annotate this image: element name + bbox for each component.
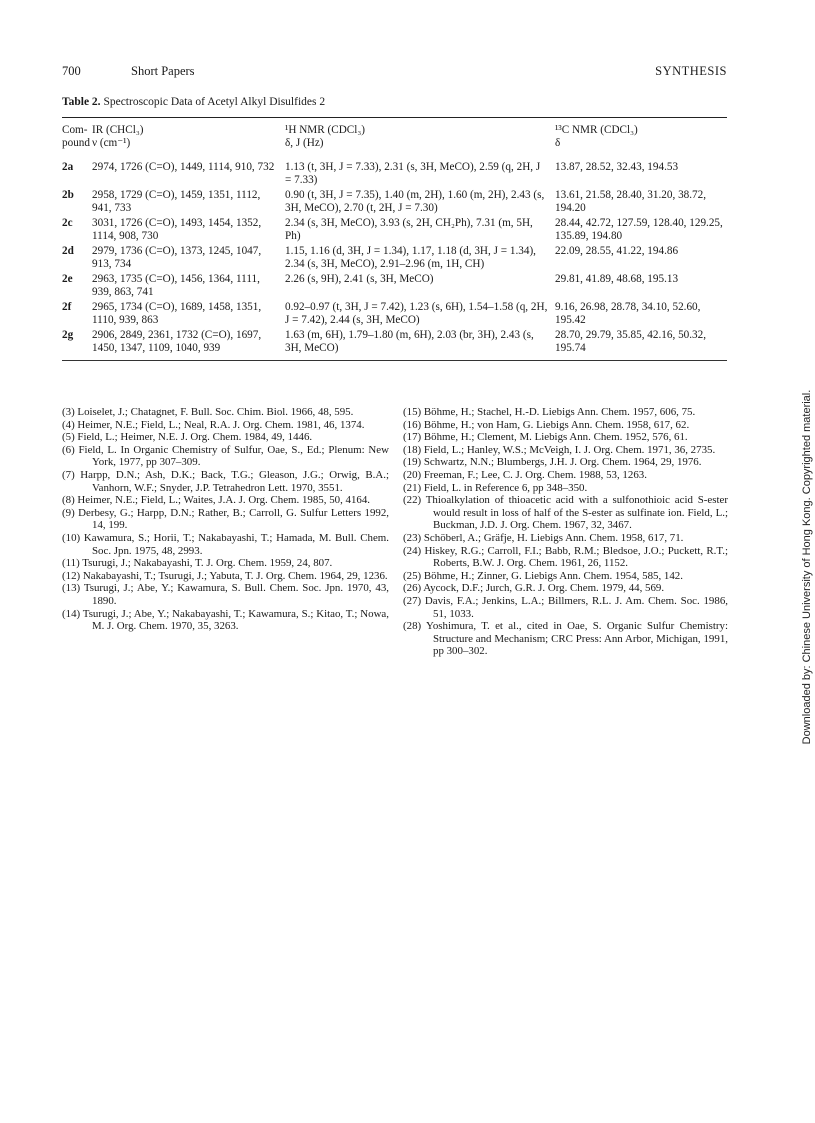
reference-item: (17) Böhme, H.; Clement, M. Liebigs Ann. Chem. 1952, 576, 61. (403, 431, 688, 444)
reference-item: (6) Field, L. In Organic Chemistry of Sulfur, Oae, S., Ed.; Plenum: New York, 1977, pp 307–309. (62, 443, 389, 469)
ir-cell: 2965, 1734 (C=O), 1689, 1458, 1351, 1110, 939, 863 (92, 301, 262, 326)
h-nmr-cell: 0.92–0.97 (t, 3H, J = 7.42), 1.23 (s, 6H), 1.54–1.58 (q, 2H, J = 7.42), 2.44 (s, 3H, MeCO) (285, 301, 548, 326)
references-left-column (62, 406, 389, 633)
spectroscopic-table (62, 117, 727, 361)
table-caption (62, 96, 325, 108)
compound-cell: 2g (62, 329, 74, 341)
reference-item: (18) Field, L.; Hanley, W.S.; McVeigh, I. J. Org. Chem. 1971, 36, 2735. (403, 443, 716, 456)
reference-item: (26) Aycock, D.F.; Jurch, G.R. J. Org. Chem. 1979, 44, 569. (403, 582, 665, 595)
reference-item: (25) Böhme, H.; Zinner, G. Liebigs Ann. Chem. 1954, 585, 142. (403, 569, 683, 582)
compound-cell: 2b (62, 189, 74, 201)
compound-cell: 2a (62, 161, 74, 173)
page-number: 700 (62, 64, 81, 78)
ir-cell: 3031, 1726 (C=O), 1493, 1454, 1352, 1114, 908, 730 (92, 217, 262, 242)
table-header-row (62, 118, 727, 155)
reference-item: (27) Davis, F.A.; Jenkins, L.A.; Billmers, R.L. J. Am. Chem. Soc. 1986, 51, 1033. (403, 594, 728, 620)
h-nmr-cell: 0.90 (t, 3H, J = 7.35), 1.40 (m, 2H), 1.60 (m, 2H), 2.43 (s, 3H, MeCO), 2.70 (t, 2H, J = 7.30) (285, 189, 545, 214)
c-nmr-cell: 28.70, 29.79, 35.85, 42.16, 50.32, 195.74 (555, 329, 707, 354)
reference-item: (20) Freeman, F.; Lee, C. J. Org. Chem. 1988, 53, 1263. (403, 468, 647, 481)
download-watermark: Downloaded by: Chinese University of Hong Kong. Copyrighted material. (801, 389, 813, 745)
table-row (62, 328, 727, 360)
table-row (62, 244, 727, 272)
reference-item: (23) Schöberl, A.; Gräfje, H. Liebigs Ann. Chem. 1958, 617, 71. (403, 531, 684, 544)
table-row (62, 188, 727, 216)
reference-item: (11) Tsurugi, J.; Nakabayashi, T. J. Org. Chem. 1959, 24, 807. (62, 557, 333, 570)
journal-name: SYNTHESIS (655, 64, 727, 78)
ir-cell: 2906, 2849, 2361, 1732 (C=O), 1697, 1450, 1347, 1109, 1040, 939 (92, 329, 262, 354)
ir-cell: 2958, 1729 (C=O), 1459, 1351, 1112, 941, 733 (92, 189, 261, 214)
c-nmr-cell: 13.61, 21.58, 28.40, 31.20, 38.72, 194.20 (555, 189, 707, 214)
c-nmr-cell: 28.44, 42.72, 127.59, 128.40, 129.25, 135.89, 194.80 (555, 217, 723, 242)
col-header-c-nmr: ¹³C NMR (CDCl₃) δ (555, 124, 638, 149)
reference-item: (24) Hiskey, R.G.; Carroll, F.I.; Babb, R.M.; Bledsoe, J.O.; Puckett, R.T.; Roberts, B.W. J. Org. Chem. 1961, 26, 1152. (403, 544, 728, 570)
compound-cell: 2c (62, 217, 73, 229)
reference-item: (15) Böhme, H.; Stachel, H.-D. Liebigs Ann. Chem. 1957, 606, 75. (403, 406, 696, 418)
compound-cell: 2f (62, 301, 72, 313)
compound-cell: 2e (62, 273, 73, 285)
h-nmr-cell: 1.15, 1.16 (d, 3H, J = 1.34), 1.17, 1.18 (d, 3H, J = 1.34), 2.34 (s, 3H, MeCO), 2.91–2.96 (m, 1H, CH) (285, 245, 536, 270)
ir-cell: 2974, 1726 (C=O), 1449, 1114, 910, 732 (92, 161, 275, 173)
reference-item: (13) Tsurugi, J.; Abe, Y.; Kawamura, S. Bull. Chem. Soc. Jpn. 1970, 43, 1890. (62, 582, 389, 607)
reference-item: (7) Harpp, D.N.; Ash, D.K.; Back, T.G.; Gleason, J.G.; Orwig, B.A.; Vanhorn, W.F.; Snyder, J.P. Tetrahedron Lett. 1970, 3551. (62, 468, 389, 494)
h-nmr-cell: 2.26 (s, 9H), 2.41 (s, 3H, MeCO) (285, 273, 434, 285)
table-row (62, 216, 727, 244)
reference-item: (9) Derbesy, G.; Harpp, D.N.; Rather, B.; Carroll, G. Sulfur Letters 1992, 14, 199. (62, 506, 389, 532)
reference-item: (4) Heimer, N.E.; Field, L.; Neal, R.A. J. Org. Chem. 1981, 46, 1374. (62, 418, 365, 431)
reference-item: (19) Schwartz, N.N.; Blumbergs, J.H. J. Org. Chem. 1964, 29, 1976. (403, 456, 702, 469)
reference-item: (12) Nakabayashi, T.; Tsurugi, J.; Yabuta, T. J. Org. Chem. 1964, 29, 1236. (62, 569, 388, 582)
reference-item: (8) Heimer, N.E.; Field, L.; Waites, J.A. J. Org. Chem. 1985, 50, 4164. (62, 494, 371, 507)
reference-item: (21) Field, L. in Reference 6, pp 348–350. (403, 481, 588, 494)
table-bottom-rule (62, 360, 727, 361)
h-nmr-cell: 1.63 (m, 6H), 1.79–1.80 (m, 6H), 2.03 (br, 3H), 2.43 (s, 3H, MeCO) (285, 329, 534, 354)
h-nmr-cell: 1.13 (t, 3H, J = 7.33), 2.31 (s, 3H, MeCO), 2.59 (q, 2H, J = 7.33) (285, 161, 541, 186)
reference-item: (16) Böhme, H.; von Ham, G. Liebigs Ann. Chem. 1958, 617, 62. (403, 418, 690, 431)
reference-item: (22) Thioalkylation of thioacetic acid with a sulfonothioic acid S-ester would result in loss of half of the S-ester as sulfinate ion. Field, L.; Buckman, J.D. J. Org. Chem. 1967, 32, 3467. (403, 494, 728, 532)
reference-item: (10) Kawamura, S.; Horii, T.; Nakabayashi, T.; Hamada, M. Bull. Chem. Soc. Jpn. 1975, 48, 2993. (62, 531, 389, 557)
reference-item: (28) Yoshimura, T. et al., cited in Oae, S. Organic Sulfur Chemistry: Structure and Mechanism; CRC Press: Ann Arbor, Michigan, 1991, pp 300–302. (403, 620, 728, 658)
col-header-h-nmr: ¹H NMR (CDCl₃) δ, J (Hz) (285, 124, 365, 149)
col-header-compound: Com- pound (62, 124, 90, 149)
ir-cell: 2979, 1736 (C=O), 1373, 1245, 1047, 913, 734 (92, 245, 262, 270)
compound-cell: 2d (62, 245, 74, 257)
c-nmr-cell: 29.81, 41.89, 48.68, 195.13 (555, 273, 679, 285)
table-body (62, 155, 727, 360)
ir-cell: 2963, 1735 (C=O), 1456, 1364, 1111, 939, 863, 741 (92, 273, 260, 298)
c-nmr-cell: 13.87, 28.52, 32.43, 194.53 (555, 161, 679, 173)
table-row (62, 155, 727, 188)
table-label: Table 2. (62, 96, 101, 108)
col-header-ir: IR (CHCl₃) ν (cm⁻¹) (92, 124, 144, 149)
journal-section: Short Papers (131, 64, 195, 78)
h-nmr-cell: 2.34 (s, 3H, MeCO), 3.93 (s, 2H, CH₂Ph), 7.31 (m, 5H, Ph) (285, 217, 533, 242)
table-row (62, 300, 727, 328)
references-right-column (403, 406, 728, 658)
reference-item: (5) Field, L.; Heimer, N.E. J. Org. Chem. 1984, 49, 1446. (62, 431, 313, 444)
table-row (62, 272, 727, 300)
reference-item: (3) Loiselet, J.; Chatagnet, F. Bull. Soc. Chim. Biol. 1966, 48, 595. (62, 406, 354, 418)
c-nmr-cell: 22.09, 28.55, 41.22, 194.86 (555, 245, 679, 257)
reference-item: (14) Tsurugi, J.; Abe, Y.; Nakabayashi, T.; Kawamura, S.; Kitao, T.; Nowa, M. J. Org. Chem. 1970, 35, 3263. (62, 607, 389, 633)
c-nmr-cell: 9.16, 26.98, 28.78, 34.10, 52.60, 195.42 (555, 301, 701, 326)
table-title: Spectroscopic Data of Acetyl Alkyl Disulfides 2 (103, 96, 326, 108)
